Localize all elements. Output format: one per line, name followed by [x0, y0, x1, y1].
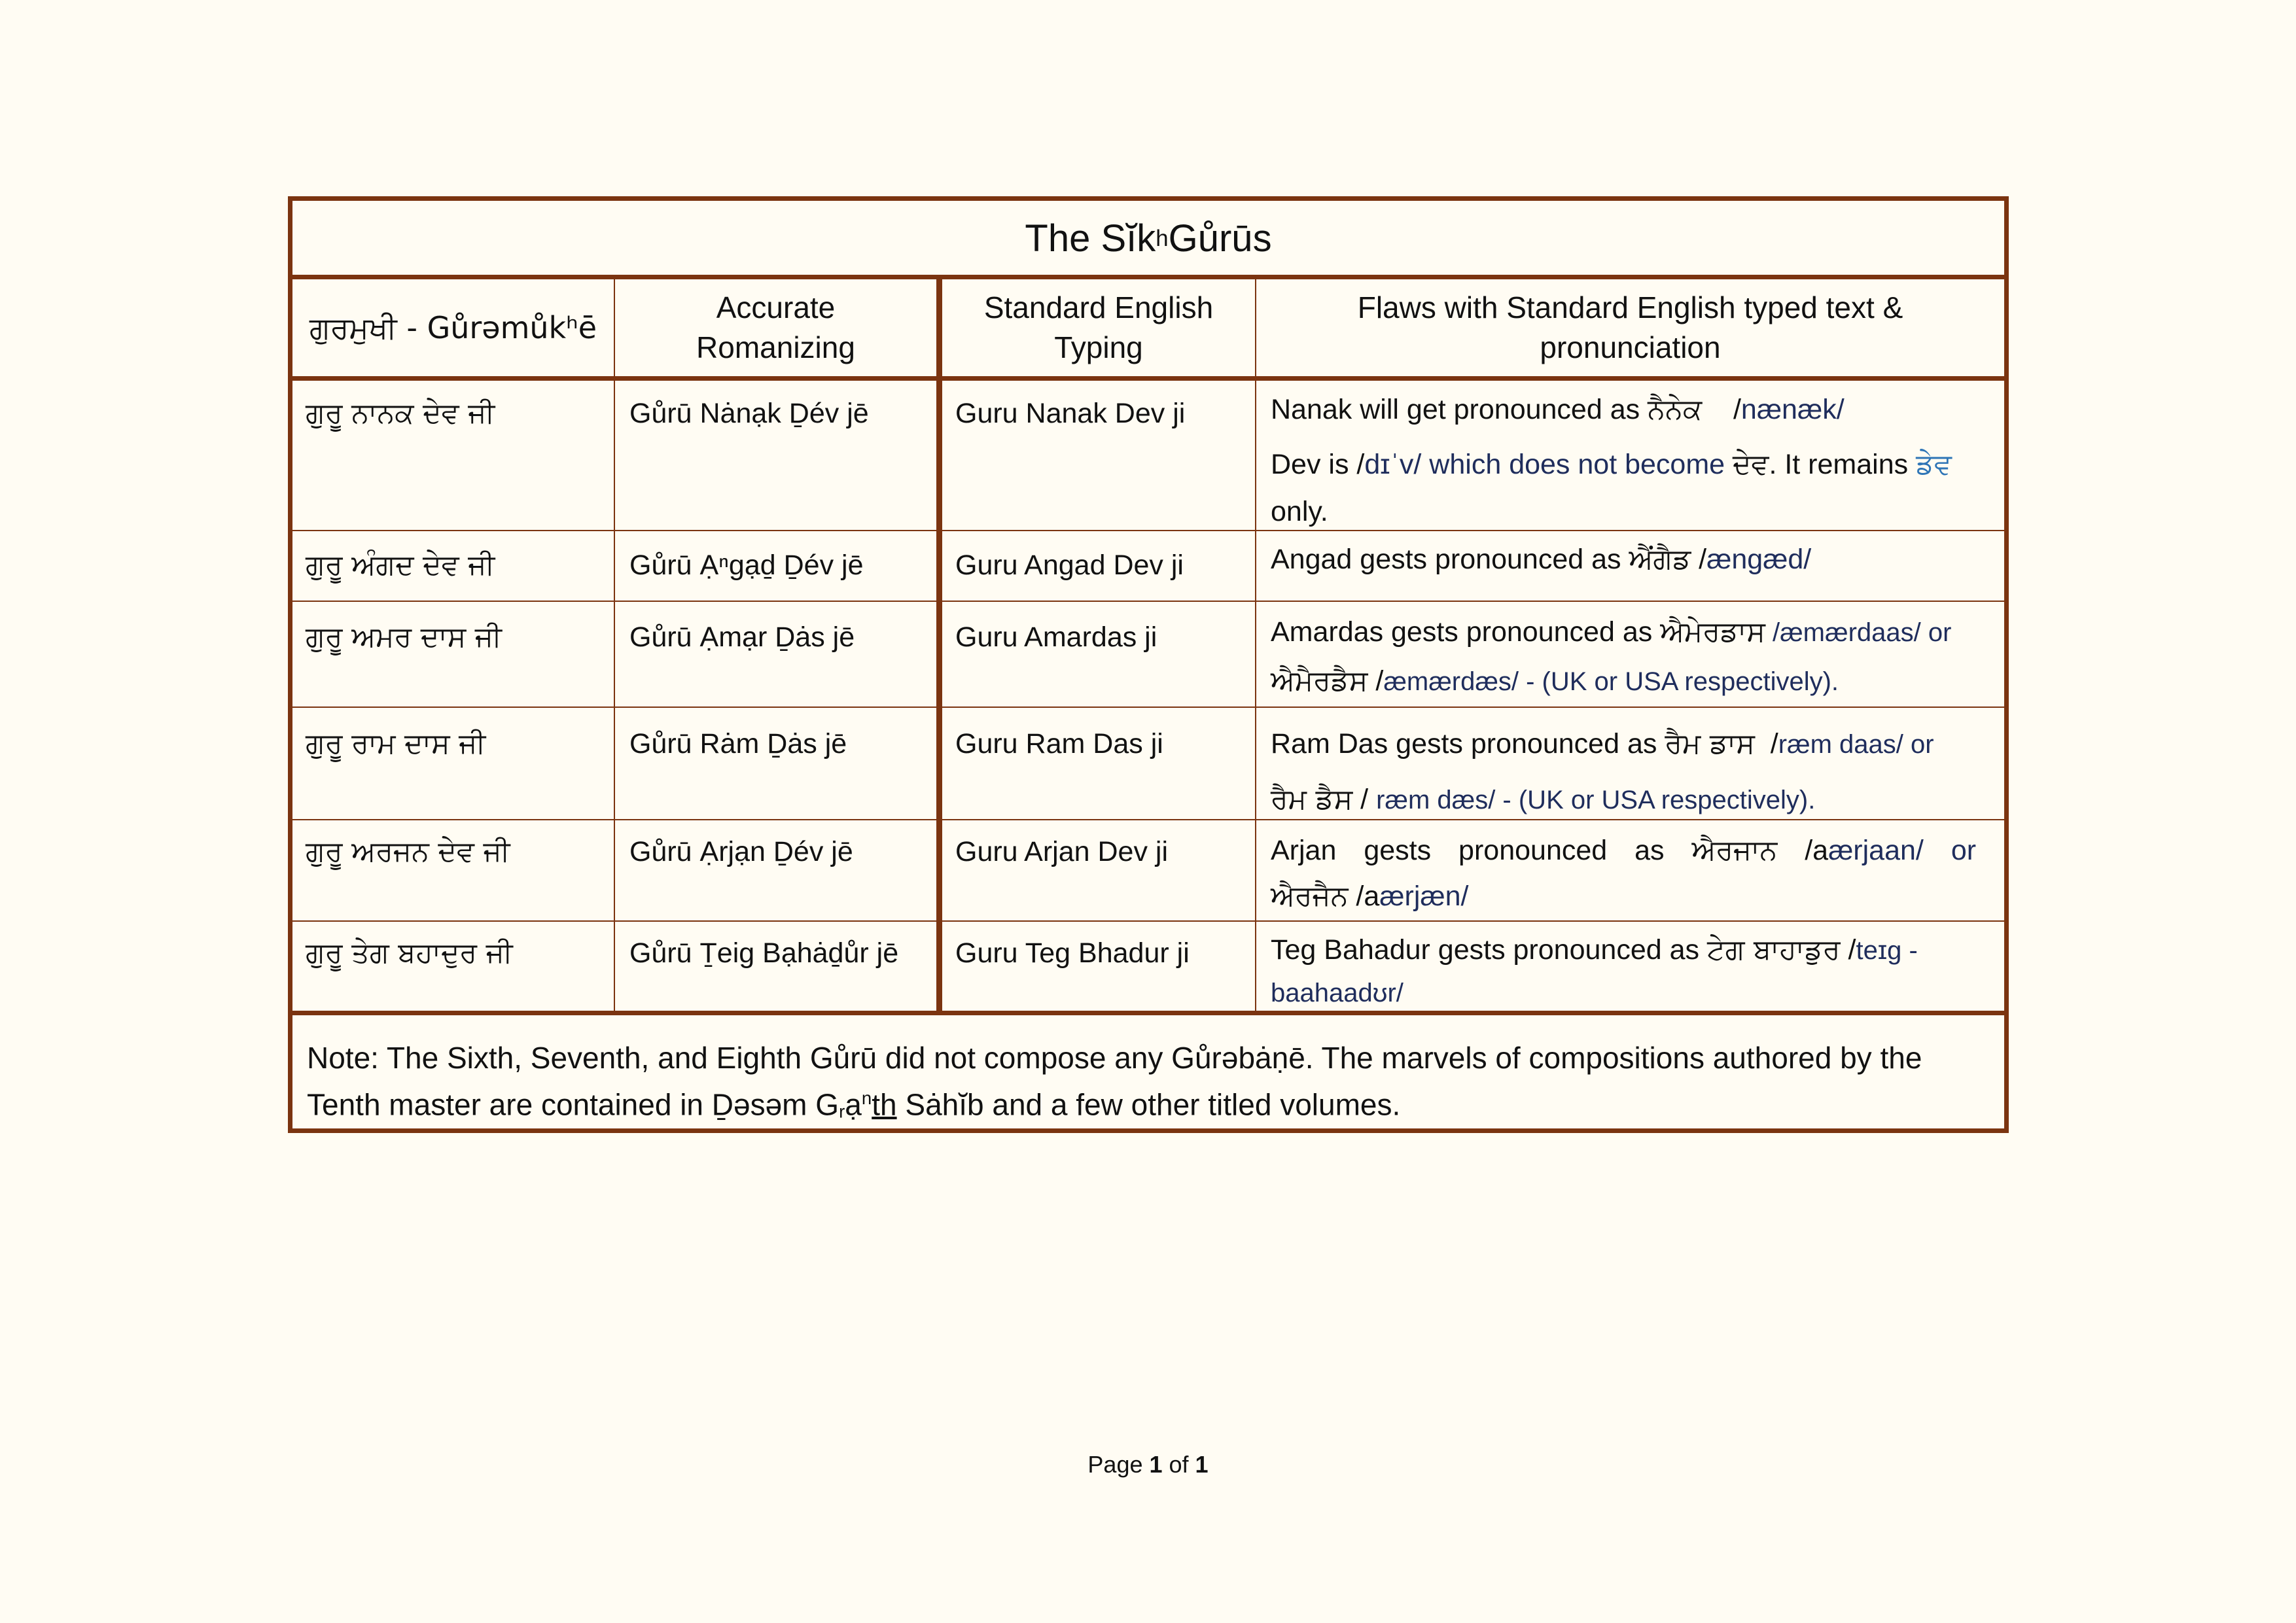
flaw-ipa: ræm dæs/ - (UK or USA respectively). — [1376, 786, 1816, 814]
header-line: Typing — [1054, 330, 1143, 364]
flaw-gurmukhi: ਰੈਮ ਡੈਸ — [1271, 783, 1353, 816]
page-total: 1 — [1195, 1451, 1209, 1478]
note-underlined: th — [872, 1087, 897, 1122]
table-note — [292, 1019, 2004, 1130]
flaw-line — [1271, 873, 1991, 919]
flaw-slash: / — [1691, 544, 1707, 575]
flaw-cell — [1256, 381, 2004, 531]
flaw-line — [1271, 772, 1991, 828]
title-suffix: Gůrūs — [1168, 217, 1272, 260]
flaw-slash: / — [1733, 394, 1741, 425]
note-text: Tenth master are contained in Ḏəsəm G — [307, 1087, 839, 1122]
flaw-text: . It remains — [1769, 449, 1916, 480]
romanized-cell: Gůrū Rȧm Ḏȧs jē — [629, 728, 847, 759]
of-label: of — [1162, 1451, 1195, 1478]
note-line — [307, 1078, 1990, 1131]
english-cell: Guru Nanak Dev ji — [955, 398, 1186, 429]
header-flaws — [1256, 279, 2004, 376]
flaw-line — [1271, 608, 1991, 657]
gurmukhi-cell: ਗੁਰੂ ਅਰਜਨ ਦੇਵ ਜੀ — [306, 835, 510, 868]
flaw-gurmukhi-highlight: ਡੇਵ — [1916, 448, 1952, 481]
note-text: ạ — [845, 1087, 862, 1122]
romanized-cell: Gůrū Ạrjạn Ḏév jē — [629, 836, 853, 867]
note-text: Sȧhĭb and a few other titled volumes. — [896, 1087, 1401, 1122]
flaw-text: Dev is — [1271, 449, 1357, 480]
romanized-cell: Gůrū Nȧnạk Ḏév jē — [629, 398, 869, 429]
flaw-line — [1271, 828, 1991, 873]
flaw-ipa: æmærdæs/ - (UK or USA respectively). — [1383, 667, 1839, 696]
note-line: Note: The Sixth, Seventh, and Eighth Gůrū did not compose any Gůrəbȧṇē. The marvels of compositions authored by the — [307, 1041, 1922, 1075]
flaw-ipa: teɪg - baahaadʊr/ — [1271, 936, 1918, 1007]
gurmukhi-cell: ਗੁਰੂ ਨਾਨਕ ਦੇਵ ਜੀ — [306, 397, 495, 430]
header-line: Standard English — [983, 290, 1214, 324]
header-gurmukhi-label: ਗੁਰਮੁਖੀ - Gůrəmůkʰē — [309, 309, 597, 345]
divider — [292, 920, 2004, 922]
header-gurmukhi — [292, 279, 614, 376]
english-cell: Guru Angad Dev ji — [955, 550, 1184, 581]
flaw-line: only. — [1271, 496, 1328, 527]
flaw-gurmukhi: ਦੇਵ — [1733, 448, 1769, 481]
page-number: 1 — [1149, 1451, 1163, 1478]
romanized-cell: Gůrū Ạⁿgạḏ Ḏév jē — [629, 550, 864, 581]
flaw-slash: /a — [1348, 881, 1380, 912]
flaw-line — [1271, 437, 1991, 492]
flaw-ipa: ærjæn/ — [1379, 881, 1469, 912]
divider — [292, 376, 2004, 381]
flaw-gurmukhi: ਐਰਜੈਨ — [1271, 880, 1349, 913]
divider — [292, 601, 2004, 602]
english-cell: Guru Ram Das ji — [955, 728, 1163, 759]
flaw-ipa: dɪˈv/ which does not become — [1364, 449, 1725, 480]
flaw-slash: / — [1356, 449, 1365, 480]
flaw-text: Arjan gests pronounced as — [1271, 835, 1692, 866]
header-english-typing — [942, 279, 1255, 376]
flaw-cell — [1256, 922, 2004, 1014]
page-footer — [0, 1451, 2296, 1478]
note-sub: r — [839, 1101, 845, 1122]
flaw-text: Ram Das gests pronounced as — [1271, 728, 1665, 759]
sikh-gurus-table — [288, 196, 2009, 1133]
gurmukhi-cell: ਗੁਰੂ ਰਾਮ ਦਾਸ ਜੀ — [306, 727, 486, 760]
english-cell: Guru Teg Bhadur ji — [955, 937, 1190, 969]
header-romanizing — [615, 279, 936, 376]
flaw-ipa: ængæd/ — [1706, 544, 1812, 575]
flaw-gurmukhi: ਟੇਗ ਬਾਹਾਡੁਰ — [1706, 934, 1841, 966]
flaw-ipa: ræm daas/ or — [1778, 730, 1934, 759]
gurmukhi-cell: ਗੁਰੂ ਅਮਰ ਦਾਸ ਜੀ — [306, 621, 502, 654]
table-title — [292, 201, 2004, 276]
flaw-line — [1271, 382, 1991, 437]
flaw-slash: / — [1754, 728, 1778, 759]
flaw-gurmukhi: ਐਰਜਾਨ — [1691, 834, 1778, 867]
divider — [614, 275, 615, 1014]
header-line: Accurate — [716, 290, 836, 324]
divider — [292, 275, 2004, 279]
flaw-gurmukhi: ਰੈਮ ਡਾਸ — [1665, 727, 1755, 760]
flaw-cell — [1256, 531, 2004, 582]
flaw-ipa: nænæk/ — [1740, 394, 1845, 425]
flaw-gurmukhi: ਐਮੈਰਡੈਸ — [1271, 665, 1368, 697]
gurmukhi-cell: ਗੁਰੂ ਤੇਗ ਬਹਾਦੁਰ ਜੀ — [306, 937, 513, 969]
flaw-text: Angad gests pronounced as — [1271, 544, 1629, 575]
header-line: pronunciation — [1540, 330, 1721, 364]
flaw-slash: /a — [1777, 835, 1829, 866]
flaw-cell — [1256, 711, 2004, 828]
flaw-ipa: /æmærdaas/ or — [1765, 618, 1952, 647]
flaw-gurmukhi: ਨੈਨੇਕ — [1648, 393, 1703, 426]
gurmukhi-cell: ਗੁਰੂ ਅੰਗਦ ਦੇਵ ਜੀ — [306, 549, 495, 582]
divider — [292, 707, 2004, 708]
page-label: Page — [1087, 1451, 1150, 1478]
flaw-cell — [1256, 822, 2004, 919]
note-sup: n — [861, 1088, 872, 1108]
english-cell: Guru Arjan Dev ji — [955, 836, 1169, 867]
header-line: Romanizing — [696, 330, 855, 364]
title-prefix: The Sĭk — [1025, 217, 1156, 260]
header-line: Flaws with Standard English typed text & — [1357, 290, 1903, 324]
flaw-slash: / — [1840, 934, 1856, 966]
flaw-text: Amardas gests pronounced as — [1271, 616, 1661, 648]
english-cell: Guru Amardas ji — [955, 621, 1157, 653]
flaw-line — [1271, 716, 1991, 772]
flaw-gurmukhi: ਐਂਗੈਡ — [1629, 543, 1691, 576]
romanized-cell: Gůrū Ạmạr Ḏȧs jē — [629, 621, 855, 653]
flaw-line — [1271, 657, 1991, 706]
flaw-text: Nanak will get pronounced as — [1271, 394, 1648, 425]
title-sup: h — [1156, 225, 1169, 251]
flaw-slash: / — [1352, 784, 1377, 815]
flaw-text: Teg Bahadur gests pronounced as — [1271, 934, 1707, 966]
flaw-slash: / — [1368, 665, 1384, 697]
flaw-gurmukhi: ਐਮੇਰਡਾਸ — [1660, 616, 1765, 648]
flaw-ipa: ærjaan/ or — [1828, 835, 1977, 866]
romanized-cell: Gůrū Ṯeig Bạhȧḏůr jē — [629, 937, 899, 969]
divider — [936, 275, 942, 1014]
flaw-cell — [1256, 605, 2004, 706]
